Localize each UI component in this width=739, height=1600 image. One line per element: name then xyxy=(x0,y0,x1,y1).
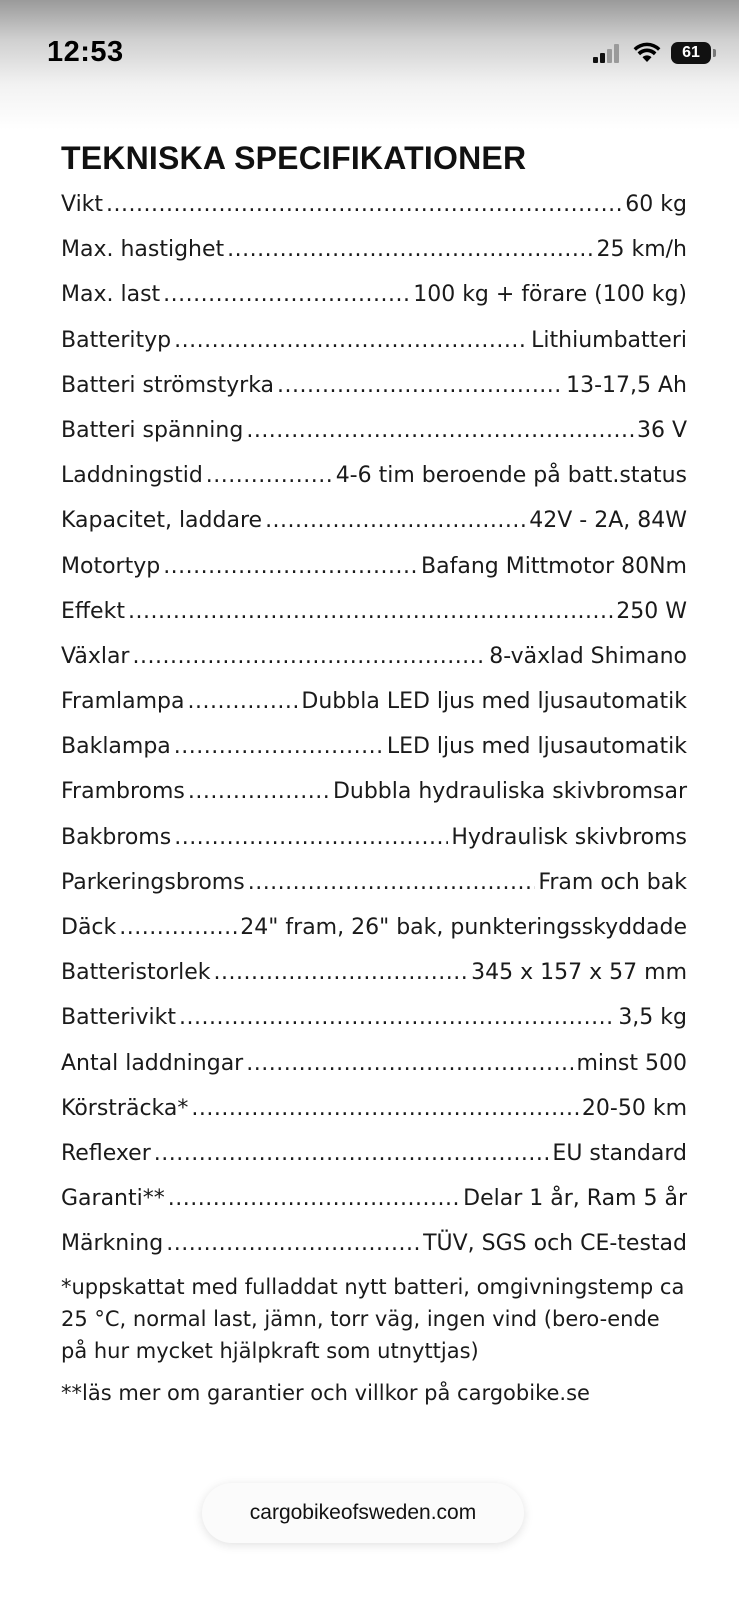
spec-label: Frambroms xyxy=(61,779,185,805)
spec-row xyxy=(61,769,687,814)
status-time: 12:53 xyxy=(47,36,124,68)
dot-leader xyxy=(246,408,634,453)
dot-leader xyxy=(214,950,469,995)
dot-leader xyxy=(174,815,448,860)
spec-value: 42V - 2A, 84W xyxy=(529,508,687,534)
spec-row xyxy=(61,589,687,634)
spec-value: Fram och bak xyxy=(538,869,687,895)
spec-row xyxy=(61,724,687,769)
spec-label: Körsträcka* xyxy=(61,1095,189,1121)
page-title: TEKNISKA SPECIFIKATIONER xyxy=(61,140,527,176)
footnote-warranty: **läs mer om garantier och villkor på cargobike.se xyxy=(61,1380,590,1405)
spec-value: 60 kg xyxy=(625,192,687,217)
spec-label: Kapacitet, laddare xyxy=(61,508,263,534)
dot-leader xyxy=(166,1221,420,1266)
dot-leader xyxy=(246,1041,573,1086)
spec-row xyxy=(61,1176,687,1221)
spec-label: Växlar xyxy=(61,643,130,669)
dot-leader xyxy=(128,589,613,634)
dot-leader xyxy=(163,272,410,317)
spec-row xyxy=(61,272,687,317)
spec-row xyxy=(61,860,687,905)
dot-leader xyxy=(163,544,418,589)
spec-label: Bakbroms xyxy=(61,824,172,850)
dot-leader xyxy=(119,905,237,950)
status-icons xyxy=(593,40,711,66)
spec-label: Motortyp xyxy=(61,553,161,579)
spec-value: Hydraulisk skivbroms xyxy=(451,824,687,850)
spec-row xyxy=(61,950,687,995)
spec-label: Batteri strömstyrka xyxy=(61,372,275,398)
footnote-range: *uppskattat med fulladdat nytt batteri, omgivningstemp ca 25 °C, normal last, jämn, torr väg, ingen vind (bero-ende på hur mycket hjälpkraft som utnyttjas) xyxy=(61,1274,685,1363)
spec-row xyxy=(61,408,687,453)
spec-value: Lithiumbatteri xyxy=(531,327,687,353)
spec-row xyxy=(61,815,687,860)
spec-label: Effekt xyxy=(61,598,125,624)
spec-label: Laddningstid xyxy=(61,463,203,489)
spec-value: 20-50 km xyxy=(581,1095,687,1121)
spec-label: Reflexer xyxy=(61,1140,151,1166)
dot-leader xyxy=(187,679,298,724)
spec-row xyxy=(61,679,687,724)
dot-leader xyxy=(191,1086,579,1131)
spec-value: 100 kg + förare (100 kg) xyxy=(413,282,687,308)
spec-value: 4-6 tim beroende på batt.status xyxy=(335,463,687,489)
spec-row xyxy=(61,363,687,408)
spec-label: Garanti** xyxy=(61,1186,165,1212)
dot-leader xyxy=(265,498,526,543)
spec-value: 13-17,5 Ah xyxy=(566,372,687,398)
spec-row xyxy=(61,453,687,498)
spec-value: 3,5 kg xyxy=(618,1005,687,1031)
dot-leader xyxy=(168,1176,460,1221)
status-bar xyxy=(0,0,739,130)
dot-leader xyxy=(227,227,593,272)
spec-label: Vikt xyxy=(61,192,104,217)
spec-row xyxy=(61,227,687,272)
battery-icon xyxy=(671,42,711,64)
spec-value: 24" fram, 26" bak, punkteringsskyddade xyxy=(240,915,687,940)
spec-value: Bafang Mittmotor 80Nm xyxy=(421,553,687,579)
spec-label: Max. hastighet xyxy=(61,237,225,263)
signal-bar xyxy=(607,49,612,63)
dot-leader xyxy=(106,182,622,227)
spec-row xyxy=(61,1131,687,1176)
dot-leader xyxy=(188,769,330,814)
spec-value: 8-växlad Shimano xyxy=(489,643,687,669)
spec-label: Antal laddningar xyxy=(61,1050,244,1076)
spec-list xyxy=(61,182,687,1267)
spec-value: LED ljus med ljusautomatik xyxy=(386,734,687,760)
spec-label: Max. last xyxy=(61,282,161,308)
url-bar[interactable] xyxy=(202,1483,524,1543)
spec-value: Dubbla LED ljus med ljusautomatik xyxy=(301,689,687,715)
spec-label: Batteristorlek xyxy=(61,960,211,986)
spec-row xyxy=(61,1221,687,1266)
battery-cap xyxy=(713,49,716,57)
dot-leader xyxy=(248,860,536,905)
battery-level: 61 xyxy=(682,44,700,61)
spec-label: Batteri spänning xyxy=(61,417,244,443)
spec-row xyxy=(61,1041,687,1086)
dot-leader xyxy=(132,634,486,679)
dot-leader xyxy=(206,453,333,498)
spec-row xyxy=(61,318,687,363)
spec-value: minst 500 xyxy=(576,1050,687,1076)
dot-leader xyxy=(179,995,615,1040)
wifi-icon xyxy=(633,42,661,64)
dot-leader xyxy=(277,363,563,408)
spec-value: 25 km/h xyxy=(596,237,687,263)
spec-label: Batterivikt xyxy=(61,1005,177,1031)
spec-value: TÜV, SGS och CE-testad xyxy=(423,1231,687,1257)
spec-value: EU standard xyxy=(552,1140,687,1166)
spec-value: 345 x 157 x 57 mm xyxy=(471,960,687,986)
spec-value: 250 W xyxy=(616,598,687,624)
spec-row xyxy=(61,498,687,543)
spec-row xyxy=(61,182,687,227)
dot-leader xyxy=(154,1131,550,1176)
spec-sheet xyxy=(61,140,687,1409)
spec-row xyxy=(61,1086,687,1131)
spec-value: Delar 1 år, Ram 5 år xyxy=(463,1186,687,1212)
signal-bar xyxy=(600,53,605,63)
spec-label: Däck xyxy=(61,915,117,940)
dot-leader xyxy=(174,724,384,769)
url-text[interactable]: cargobikeofsweden.com xyxy=(249,1501,477,1524)
signal-bar xyxy=(593,57,598,63)
spec-label: Batterityp xyxy=(61,327,172,353)
signal-bar xyxy=(614,44,619,63)
spec-label: Märkning xyxy=(61,1231,164,1257)
spec-row xyxy=(61,634,687,679)
spec-label: Framlampa xyxy=(61,689,185,715)
spec-row xyxy=(61,905,687,950)
spec-label: Parkeringsbroms xyxy=(61,869,245,895)
spec-value: 36 V xyxy=(636,417,687,443)
spec-label: Baklampa xyxy=(61,734,171,760)
spec-row xyxy=(61,544,687,589)
cellular-signal-icon xyxy=(593,43,621,63)
spec-value: Dubbla hydrauliska skivbromsar xyxy=(332,779,687,805)
dot-leader xyxy=(174,318,528,363)
spec-row xyxy=(61,995,687,1040)
